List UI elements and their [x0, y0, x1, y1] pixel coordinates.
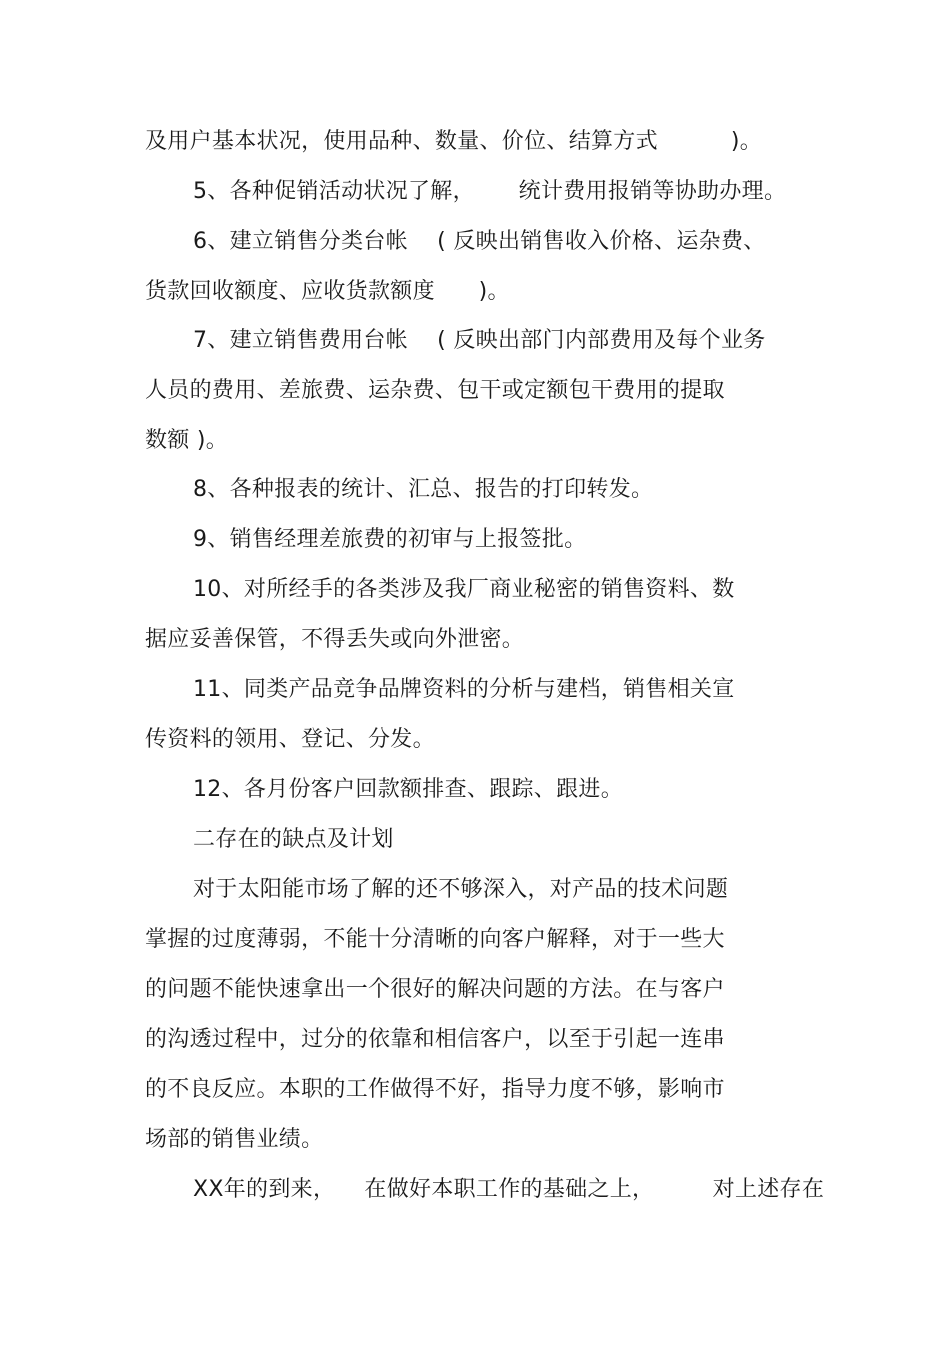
text-line: 货款回收额度、应收货款额度 )。 [145, 279, 510, 304]
text-line: 11、同类产品竞争品牌资料的分析与建档，销售相关宣 [193, 677, 735, 702]
text-line: 12、各月份客户回款额排查、跟踪、跟进。 [193, 777, 623, 802]
text-line: 10、对所经手的各类涉及我厂商业秘密的销售资料、数 [193, 577, 735, 602]
text-line: 数额 )。 [145, 428, 229, 453]
text-line: XX年的到来， 在做好本职工作的基础之上， 对上述存在 [193, 1177, 825, 1202]
text-line: 7、建立销售费用台帐 ( 反映出部门内部费用及每个业务 [193, 328, 766, 353]
text-line: 的问题不能快速拿出一个很好的解决问题的方法。在与客户 [145, 977, 725, 1002]
text-line: 及用户基本状况，使用品种、数量、价位、结算方式 )。 [145, 129, 763, 154]
text-line: 的不良反应。本职的工作做得不好，指导力度不够，影响市 [145, 1077, 725, 1102]
text-line: 人员的费用、差旅费、运杂费、包干或定额包干费用的提取 [145, 378, 725, 403]
text-line: 据应妥善保管，不得丢失或向外泄密。 [145, 627, 525, 652]
text-line: 场部的销售业绩。 [145, 1127, 324, 1152]
text-line: 8、各种报表的统计、汇总、报告的打印转发。 [193, 477, 654, 502]
text-line: 6、建立销售分类台帐 ( 反映出销售收入价格、运杂费、 [193, 229, 766, 254]
text-line: 5、各种促销活动状况了解， 统计费用报销等协助办理。 [193, 179, 787, 204]
text-line: 的沟透过程中，过分的依靠和相信客户，以至于引起一连串 [145, 1027, 725, 1052]
section-heading: 二存在的缺点及计划 [193, 827, 394, 852]
text-line: 9、销售经理差旅费的初审与上报签批。 [193, 527, 587, 552]
text-line: 传资料的领用、登记、分发。 [145, 727, 435, 752]
text-line: 对于太阳能市场了解的还不够深入，对产品的技术问题 [193, 877, 729, 902]
text-line: 掌握的过度薄弱，不能十分清晰的向客户解释，对于一些大 [145, 927, 725, 952]
